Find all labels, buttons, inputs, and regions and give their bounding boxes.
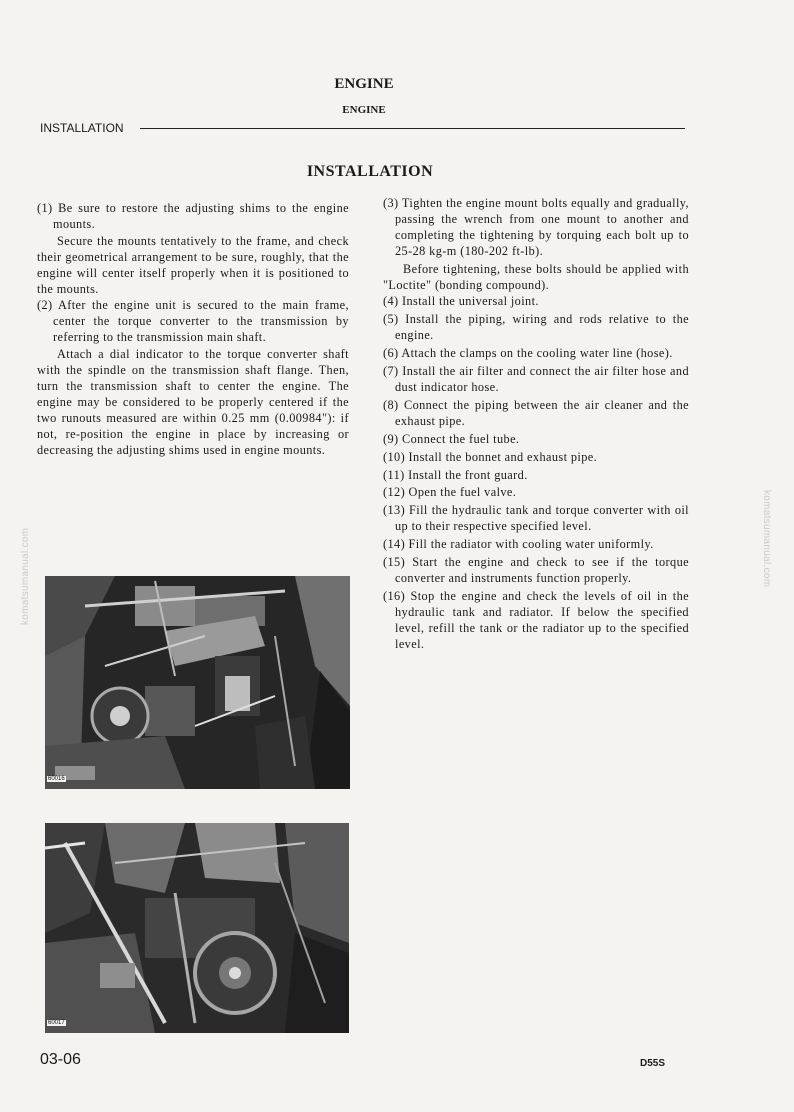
step-1: (1) Be sure to restore the adjusting shims to the engine mounts. [37,201,349,231]
model-code: D55S [640,1058,666,1069]
engine-mount-photo-image [45,576,350,789]
left-column [37,201,349,460]
step-15: (15) Start the engine and check to see if the torque converter and instruments function properly. [383,555,689,585]
step-12: (12) Open the fuel valve. [383,485,517,500]
torque-converter-photo-image [45,823,349,1033]
step-10: (10) Install the bonnet and exhaust pipe. [383,449,598,464]
step-6: (6) Attach the clamps on the cooling water line (hose). [383,346,673,361]
step-13: (13) Fill the hydraulic tank and torque converter with oil up to their respective specified level. [383,503,689,534]
photo2-caption: 60017 [48,1020,65,1026]
chapter-heading: ENGINE [334,76,394,92]
step-1-paragraph: Secure the mounts tentatively to the frame, and check their geometrical arrangement to be sure, roughly, that the engine will center itself properly when it is positioned to the mounts. [37,233,349,296]
engine-mount-photo [45,576,350,789]
step-7: (7) Install the air filter and connect the air filter hose and dust indicator hose. [383,364,689,394]
page-title: INSTALLATION [306,163,434,180]
step-2: (2) After the engine unit is secured to the main frame, center the torque converter to the transmission by referring to the transmission main shaft. [37,298,349,345]
step-2-paragraph: Attach a dial indicator to the torque converter shaft with the spindle on the transmission shaft flange. Then, turn the transmission shaft to center the engine. The engine may be considered to be properly centered if the two runouts measured are within 0.25 mm (0.00984"): if not, re-position the engine in place by increasing or decreasing the adjusting shims used in engine mounts. [37,347,349,457]
step-3: (3) Tighten the engine mount bolts equally and gradually, passing the wrench from one mount to another and completing the tightening by torquing each bolt up to 25-28 kg-m (180-202 ft-lb). [383,196,689,258]
watermark-left: komatsumanual.com [20,527,31,625]
step-11: (11) Install the front guard. [383,467,528,482]
watermark-right: komatsumanual.com [761,490,772,588]
step-8: (8) Connect the piping between the air cleaner and the exhaust pipe. [383,397,689,428]
section-rule [140,128,685,129]
step-9: (9) Connect the fuel tube. [383,431,520,446]
step-14: (14) Fill the radiator with cooling water uniformly. [383,537,654,552]
photo1-caption: 60016 [48,776,65,782]
step-4: (4) Install the universal joint. [383,294,539,309]
step-3-paragraph: Before tightening, these bolts should be applied with "Loctite" (bonding compound). [383,261,689,292]
right-column [383,196,689,654]
page-number: 03-06 [40,1051,81,1068]
step-16: (16) Stop the engine and check the levels of oil in the hydraulic tank and radiator. If below the specified level, refill the tank or the radiator up to the specified level. [383,588,689,651]
torque-converter-photo [45,823,349,1033]
section-label: INSTALLATION [40,121,124,135]
subchapter-heading: ENGINE [342,104,386,116]
step-5: (5) Install the piping, wiring and rods relative to the engine. [383,312,689,343]
